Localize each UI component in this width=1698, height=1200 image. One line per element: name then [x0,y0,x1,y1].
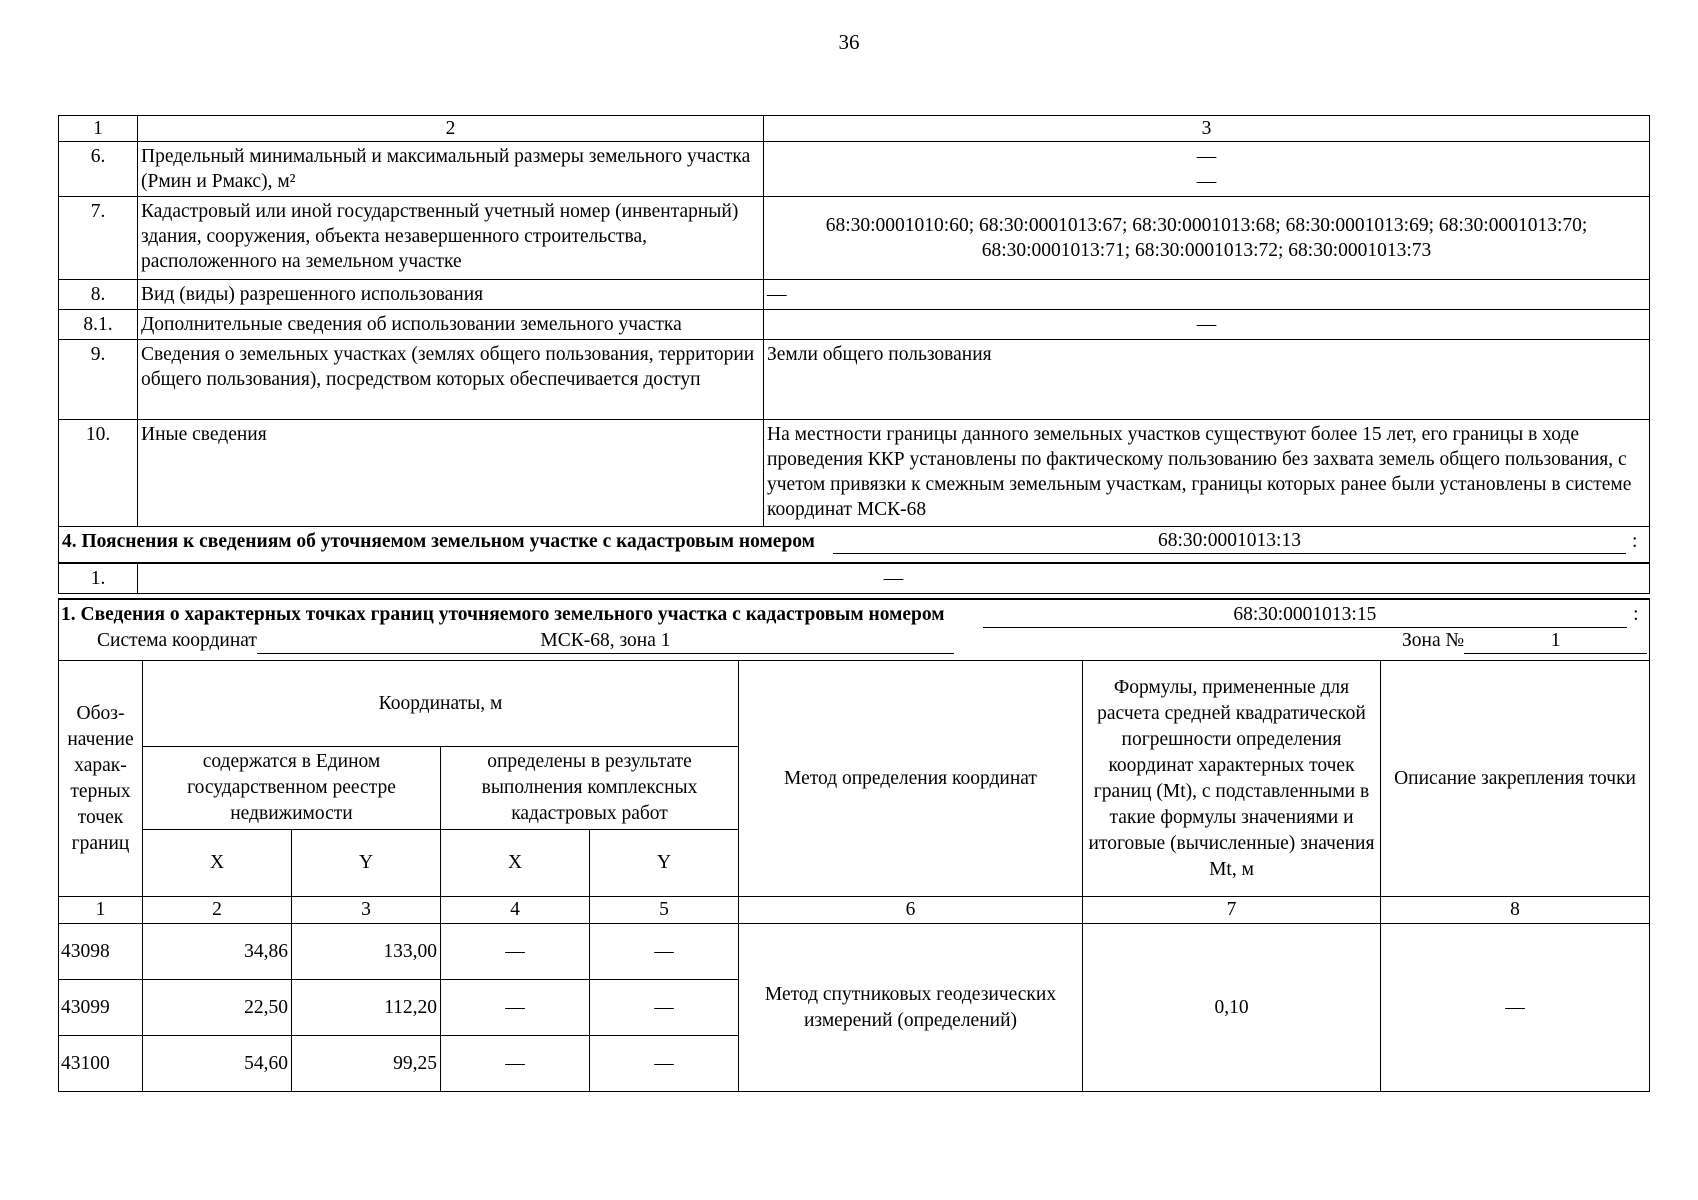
row-label: Вид (виды) разрешенного использования [138,280,764,310]
row-label: Иные сведения [138,420,764,527]
row-label: Дополнительные сведения об использовании земельного участка [138,310,764,340]
row-label: Сведения о земельных участках (землях общего пользования, территории общего пользования), посредством которых обеспечивается доступ [138,340,764,420]
point-id: 43099 [59,980,143,1036]
fixing-header: Описание закрепления точки [1381,661,1650,897]
zone-value: 1 [1464,629,1647,654]
point-y-kkr: — [590,924,739,980]
row-label: Кадастровый или иной государственный учетный номер (инвентарный) здания, сооружения, объекта незавершенного строительства, расположенного на земельном участке [138,197,764,280]
column-number: 7 [1083,897,1381,924]
point-y-kkr: — [590,980,739,1036]
table-row [59,924,1650,980]
row-value: На местности границы данного земельных участков существуют более 15 лет, его границы в ходе проведения ККР установлены по фактическому пользованию без захвата земель общего пользования, с учетом привязки к смежным земельным участкам, границы которых ранее были установлены в системе координат МСК-68 [764,420,1650,527]
designation-header: Обоз-начение харак-терных точек границ [59,661,143,897]
table-row [59,197,1650,280]
colon: : [1633,604,1639,625]
building-numbers-value: 68:30:0001010:60; 68:30:0001013:67; 68:30:0001013:68; 68:30:0001013:69; 68:30:0001013:70; 68:30:0001013:71; 68:30:0001013:72; 68:30:0001013:73 [764,197,1650,280]
y-header: Y [292,830,441,897]
column-number: 5 [590,897,739,924]
min-size-value: — [1196,146,1217,167]
land-info-table [58,115,1650,594]
table-row [59,340,1650,420]
row-number: 7. [59,197,138,280]
row-number: 10. [59,420,138,527]
row-label: Предельный минимальный и максимальный размеры земельного участка (Рмин и Рмакс), м² [138,142,764,197]
column-number: 1 [59,116,138,142]
zone-label: Зона № [1402,630,1465,651]
point-y-kkr: — [590,1036,739,1092]
column-number: 1 [59,897,143,924]
row-value: — [764,310,1650,340]
mt-value: 0,10 [1083,924,1381,1092]
row-value [138,563,1650,594]
section-4-line [62,529,1646,554]
table-row [59,280,1650,310]
formulas-header: Формулы, примененные для расчета средней квадратической погрешности определения координат характерных точек границ (Mt), с подставленными в такие формулы значениями и итоговые (вычисленные) значения Mt, м [1083,661,1381,897]
column-number: 8 [1381,897,1650,924]
column-number: 2 [138,116,764,142]
points-table [58,598,1650,1092]
section-4-row [59,527,1650,563]
table-row [59,142,1650,197]
point-x-kkr: — [441,980,590,1036]
table-title: 1. Сведения о характерных точках границ уточняемого земельного участка с кадастровым номером [61,604,945,625]
row-number: 9. [59,340,138,420]
fixing-value: — [1381,924,1650,1092]
point-y-egrn: 112,20 [292,980,441,1036]
column-number: 4 [441,897,590,924]
table-header-row [59,116,1650,142]
point-y-egrn: 133,00 [292,924,441,980]
point-x-egrn: 34,86 [143,924,292,980]
column-number: 3 [764,116,1650,142]
kkr-header: определены в результате выполнения комплексных кадастровых работ [441,747,739,830]
egrn-header: содержатся в Едином государственном реестре недвижимости [143,747,441,830]
point-id: 43100 [59,1036,143,1092]
table-title-row [59,599,1650,628]
point-id: 43098 [59,924,143,980]
dash-value: — [883,567,904,589]
column-number: 2 [143,897,292,924]
page-number: 36 [838,30,860,54]
y-header: Y [590,830,739,897]
coord-system-line [61,628,1647,654]
row-value: Земли общего пользования [764,340,1650,420]
column-number: 3 [292,897,441,924]
row-value: — [764,280,1650,310]
max-size-value: — [1196,171,1217,192]
point-y-egrn: 99,25 [292,1036,441,1092]
section-title: 4. Пояснения к сведениям об уточняемом земельном участке с кадастровым номером [62,531,815,552]
coord-system-value: МСК-68, зона 1 [257,629,954,654]
cadastral-number: 68:30:0001013:13 [833,529,1626,554]
x-header: X [143,830,292,897]
point-x-egrn: 22,50 [143,980,292,1036]
coord-system-label: Система координат [97,630,257,651]
coord-system-row [59,628,1650,661]
point-x-kkr: — [441,924,590,980]
header-row [59,661,1650,747]
table-row [59,563,1650,594]
cadastral-number: 68:30:0001013:15 [983,603,1628,628]
method-value: Метод спутниковых геодезических измерений (определений) [739,924,1083,1092]
point-x-kkr: — [441,1036,590,1092]
coordinates-header: Координаты, м [143,661,739,747]
row-number: 8.1. [59,310,138,340]
table-row [59,420,1650,527]
row-number: 1. [59,563,138,594]
column-number: 6 [739,897,1083,924]
column-numbers-row [59,897,1650,924]
colon: : [1632,531,1638,552]
table-row [59,310,1650,340]
row-number: 8. [59,280,138,310]
method-header: Метод определения координат [739,661,1083,897]
table-title-line [61,602,1647,628]
row-value [764,142,1650,197]
row-number: 6. [59,142,138,197]
point-x-egrn: 54,60 [143,1036,292,1092]
x-header: X [441,830,590,897]
